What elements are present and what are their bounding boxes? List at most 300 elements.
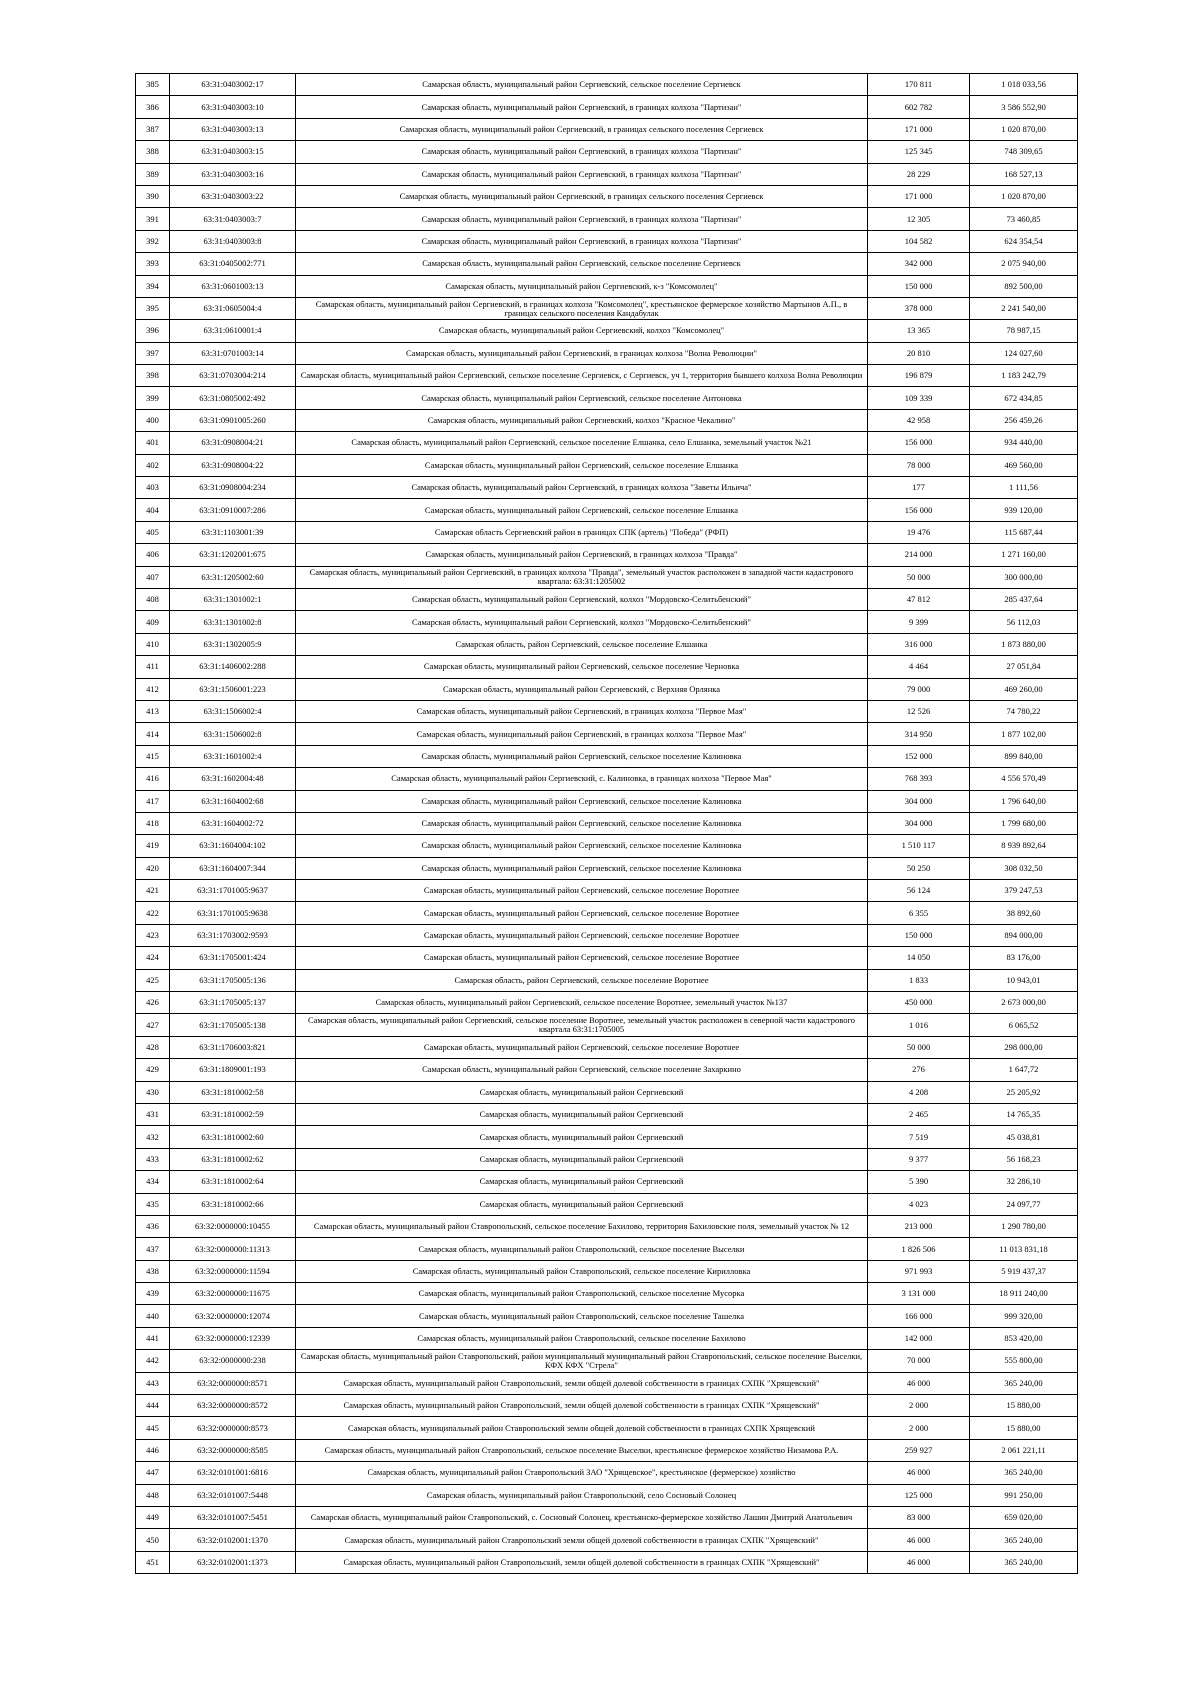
table-row — [136, 656, 1078, 678]
cadastral-value-cell: 4 556 570,49 — [970, 768, 1078, 790]
table-row — [136, 1103, 1078, 1125]
land-registry-page — [135, 73, 1077, 1574]
cadastral-number-cell: 63:31:0403003:10 — [170, 96, 296, 118]
cadastral-value-cell: 74 780,22 — [970, 700, 1078, 722]
table-row — [136, 297, 1078, 319]
area-cell: 20 810 — [868, 342, 970, 364]
cadastral-number-cell: 63:31:1810002:64 — [170, 1171, 296, 1193]
table-row — [136, 790, 1078, 812]
address-cell: Самарская область, муниципальный район Сергиевский, в границах колхоза "Волна Революции" — [296, 342, 868, 364]
area-cell: 50 000 — [868, 1036, 970, 1058]
address-cell: Самарская область, муниципальный район Сергиевский, в границах сельского поселения Сергиевск — [296, 118, 868, 140]
cadastral-value-cell: 56 168,23 — [970, 1148, 1078, 1170]
area-cell: 378 000 — [868, 297, 970, 319]
row-number-cell: 411 — [136, 656, 170, 678]
table-row — [136, 1059, 1078, 1081]
cadastral-number-cell: 63:31:0701003:14 — [170, 342, 296, 364]
cadastral-value-cell: 1 873 880,00 — [970, 633, 1078, 655]
table-row — [136, 1417, 1078, 1439]
area-cell: 1 510 117 — [868, 835, 970, 857]
cadastral-number-cell: 63:31:1705005:137 — [170, 992, 296, 1014]
address-cell: Самарская область, муниципальный район Сергиевский, сельское поселение Калиновка — [296, 790, 868, 812]
cadastral-number-cell: 63:31:1302005:9 — [170, 633, 296, 655]
address-cell: Самарская область, муниципальный район Сергиевский, сельское поселение Калиновка — [296, 745, 868, 767]
cadastral-value-cell: 1 647,72 — [970, 1059, 1078, 1081]
area-cell: 13 365 — [868, 320, 970, 342]
table-row — [136, 902, 1078, 924]
address-cell: Самарская область, муниципальный район Сергиевский, колхоз "Комсомолец" — [296, 320, 868, 342]
cadastral-value-cell: 298 000,00 — [970, 1036, 1078, 1058]
cadastral-value-cell: 10 943,01 — [970, 969, 1078, 991]
cadastral-number-cell: 63:31:1810002:62 — [170, 1148, 296, 1170]
address-cell: Самарская область, муниципальный район Ставропольский, сельское поселение Мусорка — [296, 1283, 868, 1305]
area-cell: 3 131 000 — [868, 1283, 970, 1305]
address-cell: Самарская область, муниципальный район Сергиевский — [296, 1126, 868, 1148]
row-number-cell: 435 — [136, 1193, 170, 1215]
address-cell: Самарская область, муниципальный район Сергиевский — [296, 1103, 868, 1125]
cadastral-value-cell: 365 240,00 — [970, 1551, 1078, 1573]
table-row — [136, 857, 1078, 879]
table-row — [136, 768, 1078, 790]
area-cell: 768 393 — [868, 768, 970, 790]
cadastral-number-cell: 63:32:0000000:11594 — [170, 1260, 296, 1282]
area-cell: 342 000 — [868, 253, 970, 275]
row-number-cell: 437 — [136, 1238, 170, 1260]
cadastral-value-cell: 934 440,00 — [970, 432, 1078, 454]
row-number-cell: 405 — [136, 521, 170, 543]
area-cell: 304 000 — [868, 812, 970, 834]
row-number-cell: 402 — [136, 454, 170, 476]
cadastral-number-cell: 63:31:1706003:821 — [170, 1036, 296, 1058]
cadastral-number-cell: 63:31:0901005:260 — [170, 409, 296, 431]
cadastral-value-cell: 1 111,56 — [970, 477, 1078, 499]
cadastral-number-cell: 63:31:1604004:102 — [170, 835, 296, 857]
address-cell: Самарская область, муниципальный район Сергиевский, сельское поселение Воротнее, земельный участок №137 — [296, 992, 868, 1014]
cadastral-number-cell: 63:32:0000000:8585 — [170, 1439, 296, 1461]
area-cell: 1 826 506 — [868, 1238, 970, 1260]
cadastral-value-cell: 2 075 940,00 — [970, 253, 1078, 275]
row-number-cell: 423 — [136, 924, 170, 946]
cadastral-number-cell: 63:31:1103001:39 — [170, 521, 296, 543]
area-cell: 602 782 — [868, 96, 970, 118]
area-cell: 109 339 — [868, 387, 970, 409]
table-row — [136, 745, 1078, 767]
cadastral-number-cell: 63:32:0000000:238 — [170, 1350, 296, 1372]
area-cell: 276 — [868, 1059, 970, 1081]
row-number-cell: 401 — [136, 432, 170, 454]
cadastral-number-cell: 63:31:1705001:424 — [170, 947, 296, 969]
area-cell: 19 476 — [868, 521, 970, 543]
area-cell: 50 000 — [868, 566, 970, 588]
area-cell: 156 000 — [868, 499, 970, 521]
row-number-cell: 436 — [136, 1215, 170, 1237]
table-row — [136, 1529, 1078, 1551]
cadastral-value-cell: 78 987,15 — [970, 320, 1078, 342]
table-row — [136, 477, 1078, 499]
area-cell: 7 519 — [868, 1126, 970, 1148]
table-row — [136, 1126, 1078, 1148]
cadastral-number-cell: 63:31:0403003:16 — [170, 163, 296, 185]
row-number-cell: 438 — [136, 1260, 170, 1282]
cadastral-number-cell: 63:31:0601003:13 — [170, 275, 296, 297]
address-cell: Самарская область, муниципальный район Ставропольский земли общей долевой собственности в границах СХПК Хрящевский — [296, 1417, 868, 1439]
area-cell: 177 — [868, 477, 970, 499]
address-cell: Самарская область, муниципальный район Сергиевский, сельское поселение Захаркино — [296, 1059, 868, 1081]
area-cell: 170 811 — [868, 74, 970, 96]
row-number-cell: 410 — [136, 633, 170, 655]
row-number-cell: 412 — [136, 678, 170, 700]
table-row — [136, 1462, 1078, 1484]
cadastral-value-cell: 365 240,00 — [970, 1372, 1078, 1394]
address-cell: Самарская область, муниципальный район Сергиевский — [296, 1193, 868, 1215]
address-cell: Самарская область, район Сергиевский, сельское поселение Елшанка — [296, 633, 868, 655]
cadastral-number-cell: 63:31:0908004:234 — [170, 477, 296, 499]
area-cell: 150 000 — [868, 924, 970, 946]
row-number-cell: 389 — [136, 163, 170, 185]
cadastral-value-cell: 379 247,53 — [970, 880, 1078, 902]
address-cell: Самарская область, муниципальный район Сергиевский, в границах колхоза "Партизан" — [296, 141, 868, 163]
row-number-cell: 431 — [136, 1103, 170, 1125]
table-row — [136, 1439, 1078, 1461]
cadastral-value-cell: 18 911 240,00 — [970, 1283, 1078, 1305]
area-cell: 213 000 — [868, 1215, 970, 1237]
table-row — [136, 1507, 1078, 1529]
cadastral-value-cell: 1 020 870,00 — [970, 185, 1078, 207]
table-row — [136, 1327, 1078, 1349]
cadastral-value-cell: 2 673 000,00 — [970, 992, 1078, 1014]
area-cell: 2 000 — [868, 1395, 970, 1417]
row-number-cell: 388 — [136, 141, 170, 163]
address-cell: Самарская область, муниципальный район Сергиевский, в границах колхоза "Правда" — [296, 544, 868, 566]
address-cell: Самарская область, муниципальный район Ставропольский, земли общей долевой собственности в границах СХПК "Хрящевский" — [296, 1395, 868, 1417]
row-number-cell: 442 — [136, 1350, 170, 1372]
table-row — [136, 141, 1078, 163]
address-cell: Самарская область, муниципальный район Сергиевский, сельское поселение Елшанка, село Елшанка, земельный участок №21 — [296, 432, 868, 454]
address-cell: Самарская область, муниципальный район Сергиевский, сельское поселение Воротнее — [296, 902, 868, 924]
table-row — [136, 454, 1078, 476]
address-cell: Самарская область, муниципальный район Сергиевский — [296, 1171, 868, 1193]
cadastral-number-cell: 63:31:1809001:193 — [170, 1059, 296, 1081]
row-number-cell: 420 — [136, 857, 170, 879]
address-cell: Самарская область, муниципальный район Сергиевский, сельское поселение Елшанка — [296, 454, 868, 476]
row-number-cell: 417 — [136, 790, 170, 812]
cadastral-value-cell: 308 032,50 — [970, 857, 1078, 879]
cadastral-value-cell: 56 112,03 — [970, 611, 1078, 633]
table-row — [136, 96, 1078, 118]
cadastral-number-cell: 63:31:0403003:7 — [170, 208, 296, 230]
table-row — [136, 74, 1078, 96]
row-number-cell: 444 — [136, 1395, 170, 1417]
cadastral-value-cell: 1 877 102,00 — [970, 723, 1078, 745]
address-cell: Самарская область, муниципальный район Сергиевский, сельское поселение Черновка — [296, 656, 868, 678]
cadastral-value-cell: 3 586 552,90 — [970, 96, 1078, 118]
cadastral-value-cell: 899 840,00 — [970, 745, 1078, 767]
cadastral-value-cell: 853 420,00 — [970, 1327, 1078, 1349]
cadastral-value-cell: 38 892,60 — [970, 902, 1078, 924]
row-number-cell: 406 — [136, 544, 170, 566]
row-number-cell: 398 — [136, 365, 170, 387]
table-row — [136, 499, 1078, 521]
cadastral-number-cell: 63:32:0000000:11313 — [170, 1238, 296, 1260]
row-number-cell: 450 — [136, 1529, 170, 1551]
area-cell: 171 000 — [868, 185, 970, 207]
row-number-cell: 415 — [136, 745, 170, 767]
address-cell: Самарская область, муниципальный район Ставропольский, село Сосновый Солонец — [296, 1484, 868, 1506]
address-cell: Самарская область, муниципальный район Сергиевский, сельское поселение Воротнее — [296, 924, 868, 946]
cadastral-number-cell: 63:31:1604007:344 — [170, 857, 296, 879]
area-cell: 150 000 — [868, 275, 970, 297]
cadastral-number-cell: 63:31:0403003:13 — [170, 118, 296, 140]
area-cell: 4 023 — [868, 1193, 970, 1215]
area-cell: 304 000 — [868, 790, 970, 812]
address-cell: Самарская область, муниципальный район Сергиевский, в границах колхоза "Первое Мая" — [296, 700, 868, 722]
table-row — [136, 947, 1078, 969]
cadastral-number-cell: 63:31:1701005:9638 — [170, 902, 296, 924]
address-cell: Самарская область, муниципальный район Сергиевский — [296, 1081, 868, 1103]
row-number-cell: 447 — [136, 1462, 170, 1484]
area-cell: 4 464 — [868, 656, 970, 678]
area-cell: 152 000 — [868, 745, 970, 767]
address-cell: Самарская область, муниципальный район Сергиевский, колхоз "Мордовско-Селитьбенский" — [296, 588, 868, 610]
table-row — [136, 409, 1078, 431]
cadastral-value-cell: 1 020 870,00 — [970, 118, 1078, 140]
row-number-cell: 421 — [136, 880, 170, 902]
cadastral-value-cell: 15 880,00 — [970, 1417, 1078, 1439]
table-row — [136, 812, 1078, 834]
table-row — [136, 387, 1078, 409]
cadastral-number-cell: 63:31:1701005:9637 — [170, 880, 296, 902]
area-cell: 171 000 — [868, 118, 970, 140]
address-cell: Самарская область, муниципальный район Сергиевский, с. Калиновка, в границах колхоза "Первое Мая" — [296, 768, 868, 790]
area-cell: 9 377 — [868, 1148, 970, 1170]
cadastral-value-cell: 73 460,85 — [970, 208, 1078, 230]
cadastral-value-cell: 256 459,26 — [970, 409, 1078, 431]
cadastral-number-cell: 63:32:0000000:8573 — [170, 1417, 296, 1439]
address-cell: Самарская область, муниципальный район Ставропольский, сельское поселение Бахилово, территория Бахиловские поля, земельный участок № 12 — [296, 1215, 868, 1237]
address-cell: Самарская область, муниципальный район Сергиевский, колхоз "Мордовско-Селитьбенский" — [296, 611, 868, 633]
row-number-cell: 426 — [136, 992, 170, 1014]
cadastral-value-cell: 168 527,13 — [970, 163, 1078, 185]
table-row — [136, 1551, 1078, 1573]
address-cell: Самарская область, муниципальный район Сергиевский, к-з "Комсомолец" — [296, 275, 868, 297]
table-row — [136, 253, 1078, 275]
area-cell: 42 958 — [868, 409, 970, 431]
row-number-cell: 392 — [136, 230, 170, 252]
cadastral-number-cell: 63:31:1604002:68 — [170, 790, 296, 812]
address-cell: Самарская область, муниципальный район Сергиевский, с Верхняя Орлянка — [296, 678, 868, 700]
cadastral-number-cell: 63:31:1601002:4 — [170, 745, 296, 767]
cadastral-value-cell: 1 271 160,00 — [970, 544, 1078, 566]
cadastral-number-cell: 63:32:0000000:8572 — [170, 1395, 296, 1417]
cadastral-number-cell: 63:31:1705005:138 — [170, 1014, 296, 1036]
cadastral-number-cell: 63:31:1810002:58 — [170, 1081, 296, 1103]
cadastral-value-cell: 32 286,10 — [970, 1171, 1078, 1193]
area-cell: 70 000 — [868, 1350, 970, 1372]
cadastral-value-cell: 15 880,00 — [970, 1395, 1078, 1417]
area-cell: 971 993 — [868, 1260, 970, 1282]
table-row — [136, 992, 1078, 1014]
table-row — [136, 1238, 1078, 1260]
cadastral-value-cell: 659 020,00 — [970, 1507, 1078, 1529]
row-number-cell: 419 — [136, 835, 170, 857]
row-number-cell: 413 — [136, 700, 170, 722]
table-row — [136, 678, 1078, 700]
table-row — [136, 118, 1078, 140]
cadastral-number-cell: 63:31:0908004:22 — [170, 454, 296, 476]
cadastral-value-cell: 83 176,00 — [970, 947, 1078, 969]
cadastral-number-cell: 63:32:0102001:1370 — [170, 1529, 296, 1551]
table-row — [136, 320, 1078, 342]
address-cell: Самарская область, муниципальный район Сергиевский, колхоз "Красное Чекалино" — [296, 409, 868, 431]
table-row — [136, 163, 1078, 185]
cadastral-number-cell: 63:31:1506001:223 — [170, 678, 296, 700]
cadastral-number-cell: 63:32:0000000:12074 — [170, 1305, 296, 1327]
row-number-cell: 428 — [136, 1036, 170, 1058]
cadastral-number-cell: 63:31:0403003:15 — [170, 141, 296, 163]
table-row — [136, 208, 1078, 230]
row-number-cell: 386 — [136, 96, 170, 118]
cadastral-value-cell: 14 765,35 — [970, 1103, 1078, 1125]
cadastral-value-cell: 2 061 221,11 — [970, 1439, 1078, 1461]
address-cell: Самарская область, муниципальный район Ставропольский, сельское поселение Ташелка — [296, 1305, 868, 1327]
area-cell: 2 465 — [868, 1103, 970, 1125]
address-cell: Самарская область, муниципальный район Сергиевский, сельское поселение Елшанка — [296, 499, 868, 521]
cadastral-number-cell: 63:31:1202001:675 — [170, 544, 296, 566]
row-number-cell: 414 — [136, 723, 170, 745]
area-cell: 314 950 — [868, 723, 970, 745]
cadastral-number-cell: 63:32:0101007:5451 — [170, 1507, 296, 1529]
cadastral-value-cell: 25 205,92 — [970, 1081, 1078, 1103]
cadastral-value-cell: 894 000,00 — [970, 924, 1078, 946]
address-cell: Самарская область, муниципальный район Сергиевский, сельское поселение Воротнее — [296, 1036, 868, 1058]
row-number-cell: 433 — [136, 1148, 170, 1170]
table-row — [136, 1260, 1078, 1282]
cadastral-value-cell: 300 000,00 — [970, 566, 1078, 588]
cadastral-number-cell: 63:32:0000000:11675 — [170, 1283, 296, 1305]
area-cell: 46 000 — [868, 1529, 970, 1551]
area-cell: 5 390 — [868, 1171, 970, 1193]
row-number-cell: 393 — [136, 253, 170, 275]
area-cell: 104 582 — [868, 230, 970, 252]
area-cell: 50 250 — [868, 857, 970, 879]
cadastral-number-cell: 63:32:0101007:5448 — [170, 1484, 296, 1506]
area-cell: 9 399 — [868, 611, 970, 633]
area-cell: 6 355 — [868, 902, 970, 924]
row-number-cell: 416 — [136, 768, 170, 790]
table-row — [136, 342, 1078, 364]
cadastral-number-cell: 63:31:1406002:288 — [170, 656, 296, 678]
cadastral-value-cell: 1 799 680,00 — [970, 812, 1078, 834]
table-row — [136, 1372, 1078, 1394]
row-number-cell: 448 — [136, 1484, 170, 1506]
row-number-cell: 403 — [136, 477, 170, 499]
address-cell: Самарская область, муниципальный район Сергиевский, сельское поселение Сергиевск — [296, 74, 868, 96]
row-number-cell: 397 — [136, 342, 170, 364]
cadastral-number-cell: 63:31:1604002:72 — [170, 812, 296, 834]
cadastral-value-cell: 469 260,00 — [970, 678, 1078, 700]
cadastral-value-cell: 5 919 437,37 — [970, 1260, 1078, 1282]
cadastral-value-cell: 365 240,00 — [970, 1462, 1078, 1484]
cadastral-number-cell: 63:31:1810002:59 — [170, 1103, 296, 1125]
cadastral-number-cell: 63:31:0908004:21 — [170, 432, 296, 454]
cadastral-number-cell: 63:31:1301002:8 — [170, 611, 296, 633]
cadastral-number-cell: 63:31:0703004:214 — [170, 365, 296, 387]
address-cell: Самарская область, муниципальный район Сергиевский, в границах колхоза "Партизан" — [296, 96, 868, 118]
row-number-cell: 440 — [136, 1305, 170, 1327]
address-cell: Самарская область, муниципальный район Ставропольский, земли общей долевой собственности в границах СХПК "Хрящевский" — [296, 1372, 868, 1394]
row-number-cell: 409 — [136, 611, 170, 633]
area-cell: 46 000 — [868, 1372, 970, 1394]
address-cell: Самарская область, муниципальный район Сергиевский, в границах колхоза "Партизан" — [296, 163, 868, 185]
area-cell: 2 000 — [868, 1417, 970, 1439]
table-row — [136, 1148, 1078, 1170]
address-cell: Самарская область, муниципальный район Ставропольский, с. Сосновый Солонец, крестьянско-фермерское хозяйство Лашин Дмитрий Анатольевич — [296, 1507, 868, 1529]
row-number-cell: 427 — [136, 1014, 170, 1036]
address-cell: Самарская область, муниципальный район Ставропольский земли общей долевой собственности в границах СХПК "Хрящевский" — [296, 1529, 868, 1551]
row-number-cell: 394 — [136, 275, 170, 297]
address-cell: Самарская область, муниципальный район Сергиевский, сельское поселение Воротнее, земельный участок расположен в северной части кадастрового квартала 63:31:1705005 — [296, 1014, 868, 1036]
cadastral-value-cell: 672 434,85 — [970, 387, 1078, 409]
cadastral-value-cell: 124 027,60 — [970, 342, 1078, 364]
row-number-cell: 400 — [136, 409, 170, 431]
address-cell: Самарская область, муниципальный район Ставропольский, сельское поселение Бахилово — [296, 1327, 868, 1349]
cadastral-value-cell: 1 183 242,79 — [970, 365, 1078, 387]
cadastral-number-cell: 63:31:1703002:9593 — [170, 924, 296, 946]
address-cell: Самарская область, муниципальный район Ставропольский, сельское поселение Кирилловка — [296, 1260, 868, 1282]
table-row — [136, 185, 1078, 207]
table-body — [136, 74, 1078, 1574]
area-cell: 259 927 — [868, 1439, 970, 1461]
row-number-cell: 429 — [136, 1059, 170, 1081]
address-cell: Самарская область, муниципальный район Ставропольский, район муниципальный муниципальный район Ставропольский, сельское поселение Выселки, КФХ КФХ "Стрела" — [296, 1350, 868, 1372]
address-cell: Самарская область, муниципальный район Сергиевский, сельское поселение Сергиевск — [296, 253, 868, 275]
address-cell: Самарская область, муниципальный район Сергиевский, в границах колхоза "Правда", земельный участок расположен в западной части кадастрового квартала: 63:31:1205002 — [296, 566, 868, 588]
cadastral-number-cell: 63:31:0403003:8 — [170, 230, 296, 252]
cadastral-value-cell: 939 120,00 — [970, 499, 1078, 521]
area-cell: 316 000 — [868, 633, 970, 655]
cadastral-number-cell: 63:31:0605004:4 — [170, 297, 296, 319]
area-cell: 450 000 — [868, 992, 970, 1014]
cadastral-value-cell: 999 320,00 — [970, 1305, 1078, 1327]
cadastral-value-cell: 27 051,84 — [970, 656, 1078, 678]
table-row — [136, 633, 1078, 655]
table-row — [136, 566, 1078, 588]
row-number-cell: 418 — [136, 812, 170, 834]
table-row — [136, 521, 1078, 543]
cadastral-value-cell: 1 290 780,00 — [970, 1215, 1078, 1237]
cadastral-number-cell: 63:31:1506002:4 — [170, 700, 296, 722]
table-row — [136, 611, 1078, 633]
row-number-cell: 446 — [136, 1439, 170, 1461]
row-number-cell: 434 — [136, 1171, 170, 1193]
area-cell: 196 879 — [868, 365, 970, 387]
table-row — [136, 544, 1078, 566]
area-cell: 156 000 — [868, 432, 970, 454]
address-cell: Самарская область, муниципальный район Сергиевский — [296, 1148, 868, 1170]
address-cell: Самарская область, муниципальный район Сергиевский, в границах колхоза "Партизан" — [296, 208, 868, 230]
cadastral-value-cell: 115 687,44 — [970, 521, 1078, 543]
address-cell: Самарская область, муниципальный район Ставропольский ЗАО "Хрящевское", крестьянское (фермерское) хозяйство — [296, 1462, 868, 1484]
address-cell: Самарская область, муниципальный район Ставропольский, сельское поселение Выселки, крестьянское фермерское хозяйство Низамова Р.А. — [296, 1439, 868, 1461]
cadastral-number-cell: 63:31:1301002:1 — [170, 588, 296, 610]
land-plots-table — [135, 73, 1078, 1574]
cadastral-number-cell: 63:31:1810002:66 — [170, 1193, 296, 1215]
row-number-cell: 430 — [136, 1081, 170, 1103]
area-cell: 47 812 — [868, 588, 970, 610]
area-cell: 125 000 — [868, 1484, 970, 1506]
table-row — [136, 1036, 1078, 1058]
table-row — [136, 1171, 1078, 1193]
